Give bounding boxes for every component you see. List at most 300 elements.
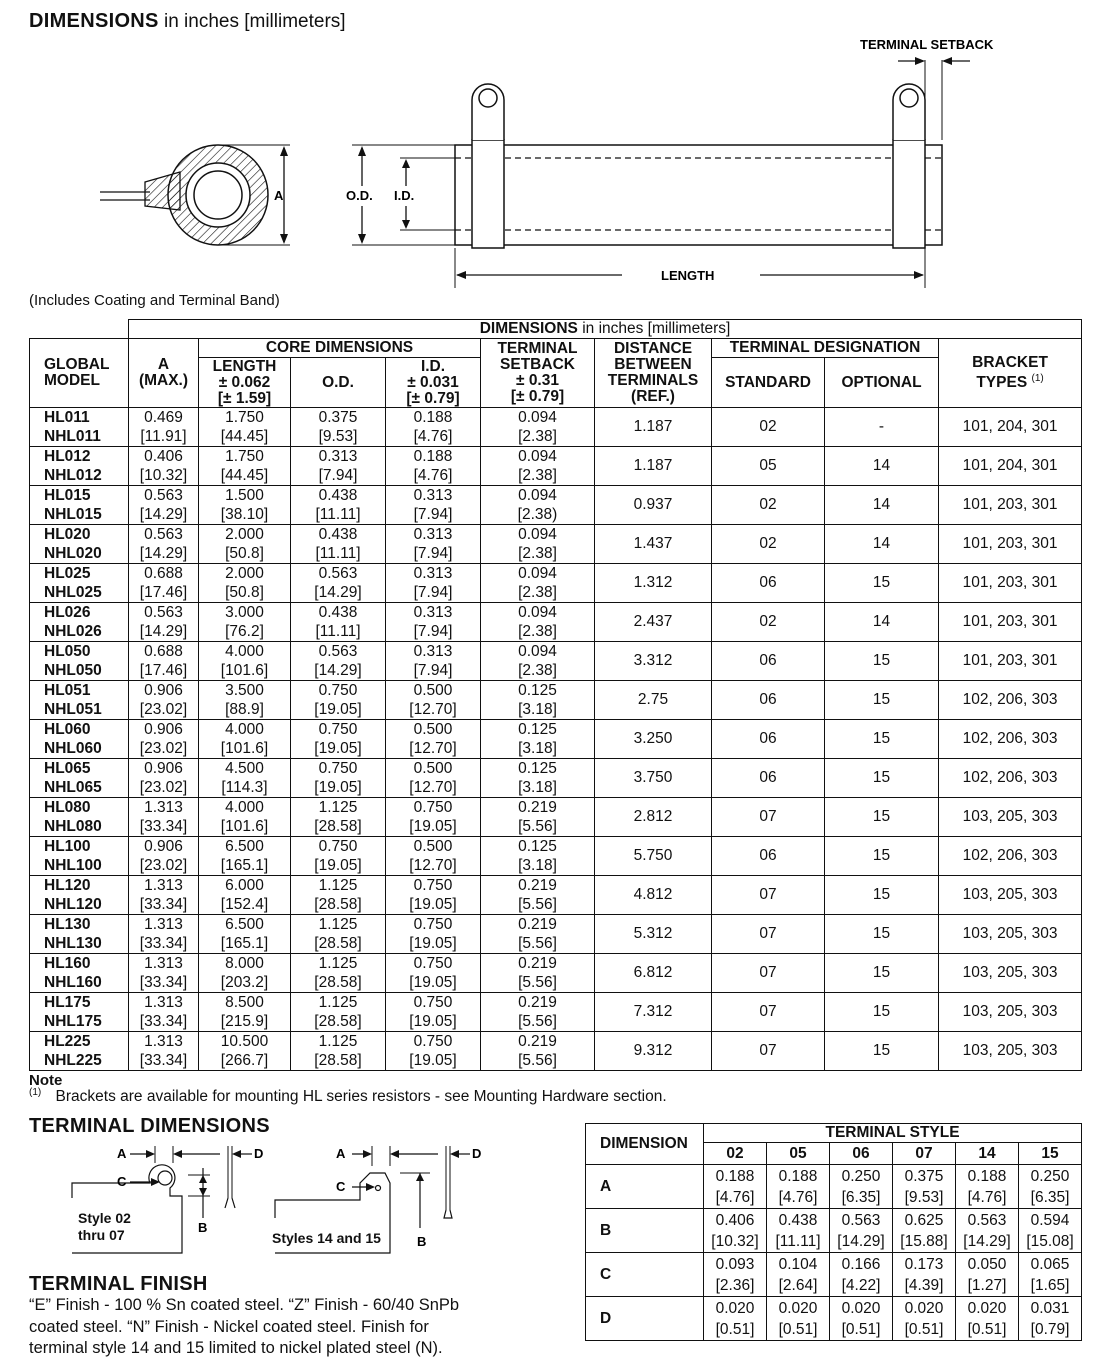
term-cell-metric: [6.35] bbox=[1030, 1188, 1070, 1206]
cell-id-metric: [12.70] bbox=[409, 701, 457, 718]
cell-bracket: 103, 205, 303 bbox=[939, 993, 1082, 1032]
cell-standard: 06 bbox=[712, 837, 825, 876]
cell-id bbox=[386, 408, 481, 447]
terminal-dimensions-heading: TERMINAL DIMENSIONS bbox=[29, 1115, 270, 1137]
cell-model bbox=[30, 876, 129, 915]
cell-id-metric: [7.94] bbox=[413, 584, 453, 601]
cell-bracket: 101, 203, 301 bbox=[939, 603, 1082, 642]
cell-length-metric: [165.1] bbox=[220, 935, 269, 952]
cell-a-metric: [17.46] bbox=[139, 584, 188, 601]
cell-od bbox=[291, 915, 386, 954]
style14-label-b: B bbox=[417, 1234, 427, 1249]
cell-a bbox=[129, 720, 199, 759]
term-style-header: 15 bbox=[1019, 1143, 1082, 1165]
term-dimension-label: C bbox=[586, 1253, 704, 1297]
cell-model bbox=[30, 954, 129, 993]
cell-setback bbox=[481, 447, 595, 486]
cell-od-metric: [28.58] bbox=[314, 818, 362, 835]
cell-bracket: 103, 205, 303 bbox=[939, 1032, 1082, 1071]
cell-a-metric: [11.91] bbox=[140, 428, 187, 445]
length-h2: ± 0.062 bbox=[218, 373, 271, 391]
cell-bracket: 101, 204, 301 bbox=[939, 447, 1082, 486]
cell-standard: 06 bbox=[712, 681, 825, 720]
cell-a-metric: [10.32] bbox=[139, 467, 188, 484]
cell-setback-value: 0.094 bbox=[518, 604, 557, 621]
table-corner bbox=[30, 320, 129, 339]
cell-a-metric: [33.34] bbox=[139, 818, 188, 835]
cell-model-value: HL026 bbox=[44, 604, 91, 621]
cell-setback-value: 0.094 bbox=[518, 487, 557, 504]
cell-setback-value: 0.094 bbox=[518, 565, 557, 582]
cell-id-value: 0.750 bbox=[413, 916, 453, 933]
cell-a-metric: [23.02] bbox=[139, 857, 188, 874]
cell-a-metric: [23.02] bbox=[139, 779, 188, 796]
terminal-setback-dimension bbox=[860, 37, 994, 140]
cell-length bbox=[199, 720, 291, 759]
term-cell-value: 0.065 bbox=[1030, 1255, 1070, 1273]
cell-id-value: 0.313 bbox=[413, 643, 453, 660]
cell-id bbox=[386, 798, 481, 837]
cell-od-metric: [9.53] bbox=[318, 428, 358, 445]
cell-id-metric: [4.76] bbox=[413, 428, 453, 445]
col-header-distance bbox=[595, 339, 712, 408]
cell-length-value: 1.750 bbox=[225, 409, 264, 426]
finish-line-3: terminal style 14 and 15 limited to nickel plated steel (N). bbox=[29, 1339, 443, 1357]
cell-bracket: 102, 206, 303 bbox=[939, 759, 1082, 798]
term-cell-value: 0.563 bbox=[841, 1211, 881, 1229]
cell-od-value: 0.313 bbox=[318, 448, 358, 465]
cell-od bbox=[291, 642, 386, 681]
cell-optional: 15 bbox=[825, 993, 939, 1032]
cell-a bbox=[129, 447, 199, 486]
cell-setback-metric: [5.56] bbox=[518, 935, 557, 952]
cell-model-value: HL015 bbox=[44, 487, 91, 504]
cell-setback-metric: [5.56] bbox=[518, 974, 557, 991]
cell-setback-metric: [2.38] bbox=[518, 545, 557, 562]
cell-od bbox=[291, 486, 386, 525]
cell-standard: 02 bbox=[712, 525, 825, 564]
term-style-header: 05 bbox=[767, 1143, 830, 1165]
cell-a-value: 0.906 bbox=[144, 721, 183, 738]
cell-od bbox=[291, 1032, 386, 1071]
cell-model-value: HL020 bbox=[44, 526, 91, 543]
style02-caption-2: thru 07 bbox=[78, 1227, 125, 1243]
cell-od-metric: [28.58] bbox=[314, 935, 362, 952]
term-cell-metric: [14.29] bbox=[837, 1232, 885, 1250]
cell-od bbox=[291, 993, 386, 1032]
table-row bbox=[30, 993, 1082, 1032]
cell-od-metric: [11.11] bbox=[315, 506, 361, 523]
term-cell bbox=[830, 1297, 893, 1341]
cell-length bbox=[199, 564, 291, 603]
cell-length-metric: [44.45] bbox=[220, 467, 269, 484]
cell-a-value: 0.688 bbox=[144, 643, 183, 660]
cell-od bbox=[291, 954, 386, 993]
cell-a-value: 0.563 bbox=[144, 526, 183, 543]
cell-a-metric: [33.34] bbox=[139, 935, 188, 952]
cell-distance: 0.937 bbox=[595, 486, 712, 525]
style02-label-b: B bbox=[198, 1220, 208, 1235]
cell-bracket: 103, 205, 303 bbox=[939, 876, 1082, 915]
table-row bbox=[30, 876, 1082, 915]
cell-optional: 15 bbox=[825, 642, 939, 681]
cell-length-value: 8.500 bbox=[225, 994, 264, 1011]
cell-length-value: 6.000 bbox=[225, 877, 264, 894]
cell-setback-metric: [3.18] bbox=[518, 701, 557, 718]
term-cell-metric: [15.88] bbox=[900, 1232, 948, 1250]
table-row bbox=[30, 798, 1082, 837]
cell-setback bbox=[481, 525, 595, 564]
cell-id bbox=[386, 759, 481, 798]
cell-model-value: HL065 bbox=[44, 760, 91, 777]
cell-setback-value: 0.219 bbox=[518, 955, 557, 972]
term-style-header: 02 bbox=[704, 1143, 767, 1165]
cell-setback-metric: [5.56] bbox=[518, 1013, 557, 1030]
cell-id-value: 0.500 bbox=[413, 760, 453, 777]
style02-label-a: A bbox=[117, 1146, 127, 1161]
note-text: Brackets are available for mounting HL series resistors - see Mounting Hardware section. bbox=[55, 1088, 667, 1106]
cell-setback-metric: [2.38] bbox=[518, 428, 557, 445]
cell-od-value: 0.438 bbox=[318, 487, 358, 504]
cell-distance: 1.312 bbox=[595, 564, 712, 603]
cell-model-metric: NHL120 bbox=[44, 896, 102, 913]
col-header-od: O.D. bbox=[291, 358, 386, 408]
cell-bracket: 102, 206, 303 bbox=[939, 720, 1082, 759]
cell-od-metric: [28.58] bbox=[314, 974, 362, 991]
term-table-row bbox=[586, 1165, 1082, 1209]
term-cell-metric: [4.22] bbox=[841, 1276, 881, 1294]
cell-optional: 15 bbox=[825, 720, 939, 759]
term-cell-value: 0.173 bbox=[904, 1255, 944, 1273]
cell-standard: 02 bbox=[712, 408, 825, 447]
cell-length-metric: [165.1] bbox=[220, 857, 269, 874]
term-cell-value: 0.250 bbox=[1030, 1167, 1070, 1185]
term-cell bbox=[704, 1209, 767, 1253]
finish-line-1: “E” Finish - 100 % Sn coated steel. “Z” Finish - 60/40 SnPb bbox=[29, 1296, 460, 1314]
col-header-optional: OPTIONAL bbox=[825, 358, 939, 408]
cell-model-value: HL051 bbox=[44, 682, 91, 699]
cell-length-value: 1.500 bbox=[225, 487, 264, 504]
term-cell-metric: [10.32] bbox=[711, 1232, 759, 1250]
term-dimension-label: A bbox=[586, 1165, 704, 1209]
cell-od-value: 0.563 bbox=[318, 565, 358, 582]
col-header-setback bbox=[481, 339, 595, 408]
cell-a-value: 0.406 bbox=[144, 448, 183, 465]
cell-standard: 06 bbox=[712, 564, 825, 603]
table-row bbox=[30, 486, 1082, 525]
bracket-h2: TYPES bbox=[976, 374, 1028, 392]
cell-od-metric: [14.29] bbox=[314, 662, 362, 679]
cell-model-metric: NHL026 bbox=[44, 623, 102, 640]
cell-model-value: HL080 bbox=[44, 799, 91, 816]
cell-length bbox=[199, 1032, 291, 1071]
term-cell-value: 0.020 bbox=[904, 1299, 944, 1317]
term-cell bbox=[956, 1209, 1019, 1253]
term-cell bbox=[830, 1165, 893, 1209]
table-row bbox=[30, 681, 1082, 720]
cell-standard: 06 bbox=[712, 759, 825, 798]
cell-a bbox=[129, 1032, 199, 1071]
cell-setback-value: 0.219 bbox=[518, 994, 557, 1011]
cell-od bbox=[291, 525, 386, 564]
cell-od-metric: [11.11] bbox=[315, 623, 361, 640]
cell-od-value: 0.750 bbox=[318, 721, 358, 738]
term-style-header: 07 bbox=[893, 1143, 956, 1165]
cell-id bbox=[386, 642, 481, 681]
cell-a bbox=[129, 837, 199, 876]
cell-length bbox=[199, 876, 291, 915]
cell-bracket: 101, 203, 301 bbox=[939, 564, 1082, 603]
term-cell bbox=[767, 1209, 830, 1253]
cell-length bbox=[199, 642, 291, 681]
term-table-row bbox=[586, 1209, 1082, 1253]
col-header-model bbox=[30, 339, 129, 408]
cell-od-value: 1.125 bbox=[318, 955, 358, 972]
cell-length-value: 8.000 bbox=[225, 955, 264, 972]
cell-length-value: 2.000 bbox=[225, 565, 264, 582]
col-header-model-text: GLOBAL MODEL bbox=[44, 356, 110, 389]
setback-h3: ± 0.31 bbox=[516, 372, 559, 389]
cell-od-value: 1.125 bbox=[318, 994, 358, 1011]
cell-distance: 6.812 bbox=[595, 954, 712, 993]
cell-id bbox=[386, 720, 481, 759]
resistor-dimension-diagram bbox=[0, 30, 1096, 295]
term-cell-metric: [0.51] bbox=[904, 1320, 944, 1338]
cell-distance: 1.187 bbox=[595, 408, 712, 447]
cell-optional: 15 bbox=[825, 759, 939, 798]
cell-bracket: 101, 203, 301 bbox=[939, 486, 1082, 525]
cell-optional: 14 bbox=[825, 447, 939, 486]
cell-distance: 5.750 bbox=[595, 837, 712, 876]
cell-setback bbox=[481, 837, 595, 876]
setback-label: TERMINAL SETBACK bbox=[860, 37, 994, 52]
cell-model bbox=[30, 486, 129, 525]
cell-length-metric: [101.6] bbox=[220, 818, 269, 835]
cell-setback-metric: [2.38] bbox=[518, 584, 557, 601]
cell-id-metric: [19.05] bbox=[409, 935, 457, 952]
cell-a-metric: [33.34] bbox=[139, 896, 188, 913]
cell-a bbox=[129, 681, 199, 720]
table-row bbox=[30, 759, 1082, 798]
cell-length-value: 10.500 bbox=[220, 1033, 269, 1050]
term-style-group: TERMINAL STYLE bbox=[704, 1124, 1082, 1143]
cell-a bbox=[129, 603, 199, 642]
cell-optional: 15 bbox=[825, 876, 939, 915]
term-cell-metric: [15.08] bbox=[1026, 1232, 1074, 1250]
cell-id-value: 0.750 bbox=[413, 799, 453, 816]
cell-bracket: 102, 206, 303 bbox=[939, 681, 1082, 720]
cell-setback-metric: [2.38) bbox=[517, 506, 558, 523]
table-top-header bbox=[129, 320, 1082, 339]
cell-bracket: 101, 203, 301 bbox=[939, 642, 1082, 681]
term-cell-value: 0.020 bbox=[778, 1299, 818, 1317]
cell-setback-value: 0.219 bbox=[518, 799, 557, 816]
finish-line-2: coated steel. “N” Finish - Nickel coated steel. Finish for bbox=[29, 1317, 429, 1336]
id-h3: [± 0.79] bbox=[406, 389, 460, 407]
distance-h4: (REF.) bbox=[631, 388, 675, 405]
term-cell-value: 0.093 bbox=[715, 1255, 755, 1273]
cell-setback bbox=[481, 681, 595, 720]
cell-od-metric: [11.11] bbox=[315, 545, 361, 562]
term-cell-metric: [0.79] bbox=[1030, 1320, 1070, 1338]
end-view-a-label: A bbox=[274, 188, 284, 203]
term-cell-value: 0.250 bbox=[841, 1167, 881, 1185]
cell-setback-value: 0.094 bbox=[518, 526, 557, 543]
cell-model-value: HL100 bbox=[44, 838, 91, 855]
term-cell-value: 0.563 bbox=[967, 1211, 1007, 1229]
cell-distance: 3.312 bbox=[595, 642, 712, 681]
term-cell bbox=[1019, 1209, 1082, 1253]
term-cell-value: 0.020 bbox=[967, 1299, 1007, 1317]
cell-model-metric: NHL160 bbox=[44, 974, 102, 991]
cell-a-value: 0.563 bbox=[144, 487, 183, 504]
term-cell bbox=[893, 1209, 956, 1253]
term-cell-metric: [11.11] bbox=[775, 1232, 821, 1250]
cell-id-metric: [7.94] bbox=[413, 662, 453, 679]
page-title-bold: DIMENSIONS bbox=[29, 10, 159, 32]
term-cell-metric: [1.27] bbox=[967, 1276, 1007, 1294]
cell-od-metric: [19.05] bbox=[314, 740, 362, 757]
cell-model-value: HL012 bbox=[44, 448, 91, 465]
term-cell bbox=[767, 1165, 830, 1209]
cell-id bbox=[386, 837, 481, 876]
cell-optional: 15 bbox=[825, 798, 939, 837]
cell-od-metric: [19.05] bbox=[314, 857, 362, 874]
cell-setback bbox=[481, 993, 595, 1032]
cell-od-metric: [28.58] bbox=[314, 1013, 362, 1030]
cell-od bbox=[291, 798, 386, 837]
term-cell bbox=[893, 1165, 956, 1209]
cell-standard: 05 bbox=[712, 447, 825, 486]
cell-standard: 06 bbox=[712, 720, 825, 759]
cell-id-value: 0.750 bbox=[413, 994, 453, 1011]
cell-model-value: HL060 bbox=[44, 721, 91, 738]
cell-standard: 02 bbox=[712, 486, 825, 525]
cell-a-value: 0.688 bbox=[144, 565, 183, 582]
cell-model bbox=[30, 408, 129, 447]
cell-a-value: 0.906 bbox=[144, 760, 183, 777]
table-row bbox=[30, 525, 1082, 564]
term-cell-metric: [2.36] bbox=[715, 1276, 755, 1294]
cell-setback bbox=[481, 486, 595, 525]
cell-od bbox=[291, 681, 386, 720]
term-table-row bbox=[586, 1297, 1082, 1341]
term-col-dimension: DIMENSION bbox=[586, 1124, 704, 1165]
cell-setback bbox=[481, 915, 595, 954]
cell-model-metric: NHL051 bbox=[44, 701, 102, 718]
cell-setback-value: 0.125 bbox=[518, 721, 557, 738]
term-cell-value: 0.166 bbox=[841, 1255, 881, 1273]
cell-a bbox=[129, 642, 199, 681]
style14-label-d: D bbox=[472, 1146, 482, 1161]
cell-id bbox=[386, 525, 481, 564]
cell-id-metric: [12.70] bbox=[409, 779, 457, 796]
cell-length bbox=[199, 447, 291, 486]
cell-optional: 15 bbox=[825, 954, 939, 993]
term-cell-metric: [1.65] bbox=[1030, 1276, 1070, 1294]
term-cell-metric: [2.64] bbox=[778, 1276, 818, 1294]
cell-distance: 7.312 bbox=[595, 993, 712, 1032]
cell-setback-value: 0.094 bbox=[518, 448, 557, 465]
cell-a-metric: [33.34] bbox=[139, 974, 188, 991]
cell-a-value: 1.313 bbox=[144, 1033, 183, 1050]
term-cell-metric: [6.35] bbox=[841, 1188, 881, 1206]
cell-model-value: HL175 bbox=[44, 994, 91, 1011]
cell-a bbox=[129, 993, 199, 1032]
term-cell-value: 0.594 bbox=[1030, 1211, 1070, 1229]
cell-a bbox=[129, 798, 199, 837]
term-table-row bbox=[586, 1253, 1082, 1297]
cell-od-value: 1.125 bbox=[318, 877, 358, 894]
cell-od bbox=[291, 837, 386, 876]
term-cell-metric: [0.51] bbox=[967, 1320, 1007, 1338]
cell-setback-metric: [2.38] bbox=[518, 623, 557, 640]
term-cell-value: 0.375 bbox=[904, 1167, 944, 1185]
cell-length-metric: [50.8] bbox=[225, 545, 264, 562]
length-label: LENGTH bbox=[661, 268, 715, 283]
cell-od-metric: [28.58] bbox=[314, 896, 362, 913]
cell-od-value: 0.750 bbox=[318, 760, 358, 777]
cell-a-metric: [33.34] bbox=[139, 1013, 188, 1030]
table-top-header-bold: DIMENSIONS bbox=[479, 320, 578, 337]
cell-length-value: 4.000 bbox=[225, 799, 264, 816]
cell-standard: 02 bbox=[712, 603, 825, 642]
cell-length-metric: [266.7] bbox=[220, 1052, 269, 1069]
cell-od bbox=[291, 564, 386, 603]
cell-setback bbox=[481, 642, 595, 681]
cell-standard: 07 bbox=[712, 1032, 825, 1071]
table-row bbox=[30, 447, 1082, 486]
cell-id-metric: [7.94] bbox=[413, 545, 453, 562]
cell-length bbox=[199, 525, 291, 564]
cell-setback-value: 0.125 bbox=[518, 838, 557, 855]
cell-setback bbox=[481, 798, 595, 837]
cell-id-value: 0.313 bbox=[413, 487, 453, 504]
cell-a bbox=[129, 954, 199, 993]
term-cell-metric: [9.53] bbox=[904, 1188, 944, 1206]
cell-a-metric: [14.29] bbox=[139, 623, 188, 640]
cell-bracket: 103, 205, 303 bbox=[939, 915, 1082, 954]
cell-id bbox=[386, 954, 481, 993]
term-cell-metric: [4.39] bbox=[904, 1276, 944, 1294]
cell-model-metric: NHL130 bbox=[44, 935, 102, 952]
cell-length bbox=[199, 408, 291, 447]
dimensions-table-body bbox=[30, 408, 1082, 1071]
cell-model bbox=[30, 603, 129, 642]
term-cell bbox=[956, 1253, 1019, 1297]
col-header-a bbox=[129, 339, 199, 408]
cell-standard: 07 bbox=[712, 798, 825, 837]
cell-setback bbox=[481, 720, 595, 759]
cell-optional: 15 bbox=[825, 915, 939, 954]
cell-od-metric: [14.29] bbox=[314, 584, 362, 601]
cell-id bbox=[386, 603, 481, 642]
cell-model bbox=[30, 564, 129, 603]
cell-bracket: 103, 205, 303 bbox=[939, 798, 1082, 837]
cell-model-value: HL120 bbox=[44, 877, 91, 894]
table-row bbox=[30, 915, 1082, 954]
table-row bbox=[30, 720, 1082, 759]
cell-length-metric: [152.4] bbox=[220, 896, 269, 913]
table-row bbox=[30, 564, 1082, 603]
cell-setback-metric: [2.38] bbox=[518, 467, 557, 484]
term-cell bbox=[830, 1253, 893, 1297]
cell-distance: 1.437 bbox=[595, 525, 712, 564]
cell-od-metric: [19.05] bbox=[314, 779, 362, 796]
cell-length-metric: [38.10] bbox=[220, 506, 269, 523]
cell-length-value: 4.000 bbox=[225, 721, 264, 738]
term-cell-value: 0.188 bbox=[715, 1167, 755, 1185]
